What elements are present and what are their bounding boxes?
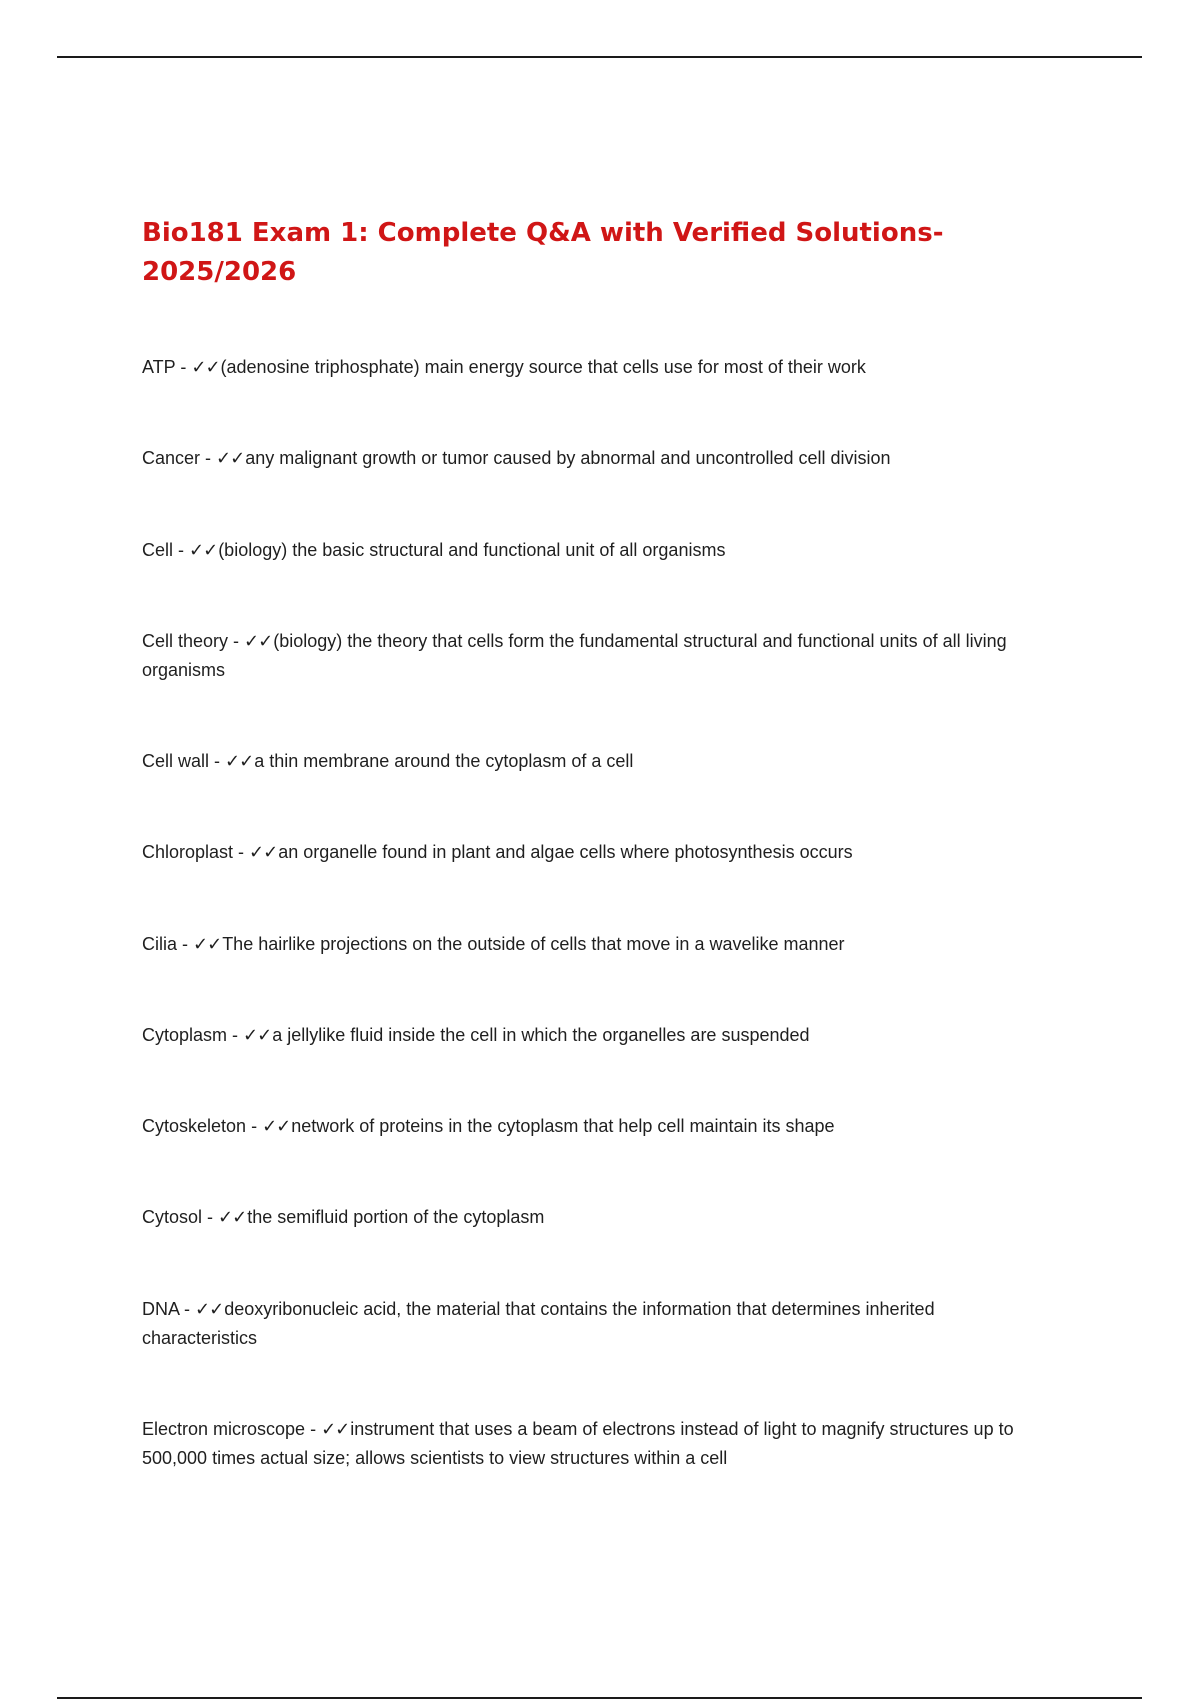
check-marks-icon: ✓✓	[244, 631, 273, 651]
entry-separator: -	[305, 1419, 322, 1439]
entry-definition: a thin membrane around the cytoplasm of a cell	[254, 751, 634, 771]
entry-term: Cytosol	[142, 1207, 203, 1227]
entry-cell	[142, 536, 1042, 565]
entry-term: Cell wall	[142, 751, 210, 771]
top-rule	[57, 56, 1142, 58]
entry-cytoplasm	[142, 1021, 1042, 1050]
entry-definition: (adenosine triphosphate) main energy source that cells use for most of their work	[220, 357, 866, 377]
entry-separator: -	[175, 357, 192, 377]
entry-separator: -	[200, 448, 217, 468]
entry-cilia	[142, 930, 1042, 959]
check-marks-icon: ✓✓	[321, 1419, 350, 1439]
check-marks-icon: ✓✓	[189, 540, 218, 560]
entry-term: Cytoskeleton	[142, 1116, 247, 1136]
entry-definition: a jellylike fluid inside the cell in which the organelles are suspended	[272, 1025, 810, 1045]
entry-definition: (biology) the basic structural and functional unit of all organisms	[218, 540, 726, 560]
entry-dna	[142, 1295, 1042, 1352]
entry-definition: instrument that uses a beam of electrons instead of light to magnify structures up to 500,000 times actual size; allows scientists to view structures within a cell	[142, 1419, 1014, 1468]
entry-separator: -	[177, 934, 194, 954]
entry-cytosol	[142, 1203, 1042, 1232]
entry-term: Chloroplast	[142, 842, 234, 862]
entry-definition: the semifluid portion of the cytoplasm	[247, 1207, 545, 1227]
entry-term: DNA	[142, 1299, 180, 1319]
entry-electron-microscope	[142, 1415, 1042, 1472]
entry-term: Electron microscope	[142, 1419, 306, 1439]
entry-chloroplast	[142, 838, 1042, 867]
check-marks-icon: ✓✓	[243, 1025, 272, 1045]
entry-term: Cell	[142, 540, 174, 560]
entry-separator: -	[228, 631, 245, 651]
check-marks-icon: ✓✓	[218, 1207, 247, 1227]
check-marks-icon: ✓✓	[195, 1299, 224, 1319]
check-marks-icon: ✓✓	[193, 934, 222, 954]
entry-definition: any malignant growth or tumor caused by abnormal and uncontrolled cell division	[245, 448, 891, 468]
check-marks-icon: ✓✓	[191, 357, 220, 377]
check-marks-icon: ✓✓	[216, 448, 245, 468]
entry-cell-wall	[142, 747, 1042, 776]
entry-term: Cell theory	[142, 631, 229, 651]
check-marks-icon: ✓✓	[225, 751, 254, 771]
entry-term: ATP	[142, 357, 176, 377]
entry-separator: -	[179, 1299, 196, 1319]
entry-definition: network of proteins in the cytoplasm that help cell maintain its shape	[291, 1116, 835, 1136]
entry-separator: -	[233, 842, 250, 862]
entry-definition: The hairlike projections on the outside of cells that move in a wavelike manner	[222, 934, 845, 954]
entry-cell-theory	[142, 627, 1042, 684]
bottom-rule	[57, 1697, 1142, 1699]
entry-separator: -	[173, 540, 190, 560]
entry-cytoskeleton	[142, 1112, 1042, 1141]
check-marks-icon: ✓✓	[262, 1116, 291, 1136]
entry-separator: -	[209, 751, 226, 771]
check-marks-icon: ✓✓	[249, 842, 278, 862]
entry-definition: deoxyribonucleic acid, the material that contains the information that determines inherited characteristics	[142, 1299, 935, 1348]
entry-separator: -	[202, 1207, 219, 1227]
entry-definition: (biology) the theory that cells form the fundamental structural and functional units of all living organisms	[142, 631, 1007, 680]
entry-atp	[142, 353, 1042, 382]
entry-term: Cilia	[142, 934, 178, 954]
entry-separator: -	[246, 1116, 263, 1136]
entry-definition: an organelle found in plant and algae cells where photosynthesis occurs	[278, 842, 853, 862]
entry-separator: -	[227, 1025, 244, 1045]
document-title: Bio181 Exam 1: Complete Q&A with Verified Solutions- 2025/2026	[142, 218, 944, 287]
entry-term: Cancer	[142, 448, 201, 468]
entry-cancer	[142, 444, 1042, 473]
entry-term: Cytoplasm	[142, 1025, 228, 1045]
